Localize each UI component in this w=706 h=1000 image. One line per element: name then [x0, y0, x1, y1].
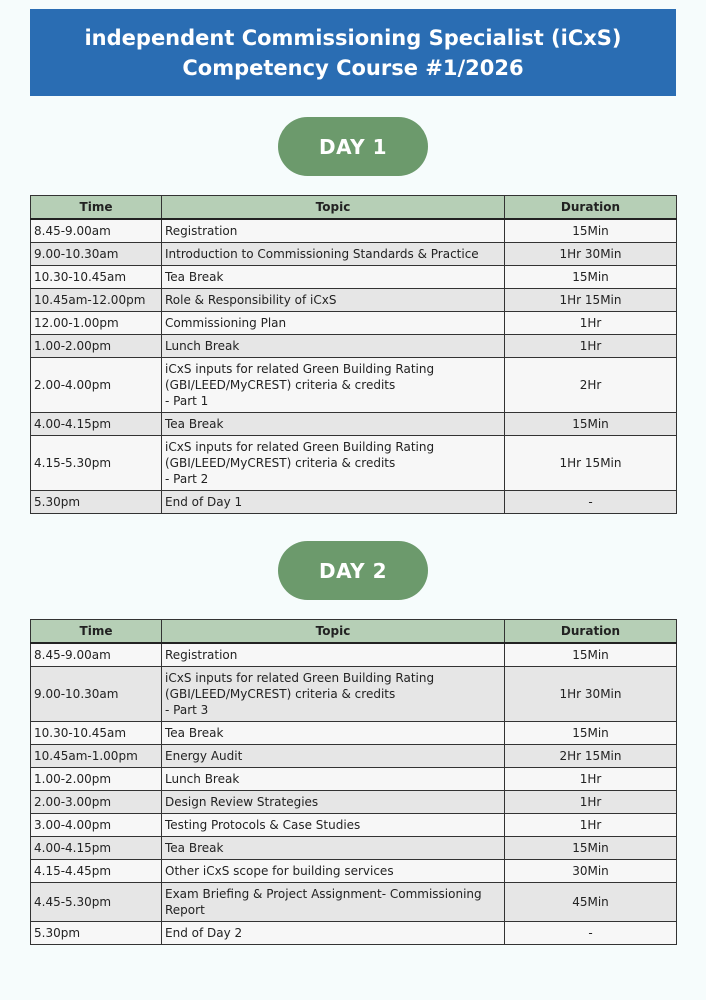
- topic-line: Registration: [165, 648, 238, 662]
- topic-line: Commissioning Plan: [165, 316, 287, 330]
- course-title-banner: [30, 9, 676, 96]
- topic-cell: [162, 643, 505, 667]
- topic-cell: [162, 219, 505, 243]
- day2-rows: [31, 643, 677, 945]
- duration-cell: 15Min: [505, 266, 677, 289]
- time-cell: 5.30pm: [31, 491, 162, 514]
- course-title-line1: independent Commissioning Specialist (iCxS): [84, 25, 622, 50]
- topic-line: (GBI/LEED/MyCREST) criteria & credits: [165, 687, 396, 701]
- topic-line: Design Review Strategies: [165, 795, 319, 809]
- time-cell: 2.00-4.00pm: [31, 358, 162, 413]
- topic-line: End of Day 2: [165, 926, 243, 940]
- duration-cell: -: [505, 491, 677, 514]
- topic-line: - Part 2: [165, 472, 209, 486]
- table-row: [31, 768, 677, 791]
- duration-cell: 15Min: [505, 722, 677, 745]
- table-row: [31, 722, 677, 745]
- topic-line: Other iCxS scope for building services: [165, 864, 394, 878]
- duration-cell: 1Hr 30Min: [505, 243, 677, 266]
- day2-label: DAY 2: [278, 541, 428, 600]
- duration-column-header: Duration: [505, 620, 677, 644]
- duration-cell: 1Hr 15Min: [505, 289, 677, 312]
- duration-cell: 1Hr: [505, 312, 677, 335]
- table-header-row: [31, 196, 677, 220]
- table-row: [31, 312, 677, 335]
- day2-schedule-table: [30, 619, 677, 945]
- table-row: [31, 837, 677, 860]
- topic-cell: [162, 837, 505, 860]
- topic-line: Lunch Break: [165, 772, 240, 786]
- topic-line: Tea Break: [165, 726, 224, 740]
- table-row: [31, 436, 677, 491]
- topic-cell: [162, 491, 505, 514]
- topic-line: (GBI/LEED/MyCREST) criteria & credits: [165, 456, 396, 470]
- table-row: [31, 243, 677, 266]
- time-cell: 10.30-10.45am: [31, 266, 162, 289]
- duration-cell: 30Min: [505, 860, 677, 883]
- table-row: [31, 791, 677, 814]
- topic-cell: [162, 667, 505, 722]
- topic-line: Tea Break: [165, 841, 224, 855]
- table-row: [31, 667, 677, 722]
- time-cell: 10.45am-1.00pm: [31, 745, 162, 768]
- topic-line: - Part 3: [165, 703, 209, 717]
- table-row: [31, 335, 677, 358]
- day1-rows: [31, 219, 677, 514]
- topic-line: Tea Break: [165, 270, 224, 284]
- topic-line: Lunch Break: [165, 339, 240, 353]
- topic-cell: [162, 335, 505, 358]
- time-cell: 8.45-9.00am: [31, 219, 162, 243]
- time-cell: 9.00-10.30am: [31, 243, 162, 266]
- time-cell: 10.30-10.45am: [31, 722, 162, 745]
- topic-cell: [162, 266, 505, 289]
- topic-line: Introduction to Commissioning Standards & Practice: [165, 247, 479, 261]
- table-row: [31, 413, 677, 436]
- time-cell: 2.00-3.00pm: [31, 791, 162, 814]
- topic-line: Report: [165, 903, 205, 917]
- time-cell: 8.45-9.00am: [31, 643, 162, 667]
- topic-line: (GBI/LEED/MyCREST) criteria & credits: [165, 378, 396, 392]
- table-row: [31, 289, 677, 312]
- duration-cell: 1Hr: [505, 791, 677, 814]
- time-cell: 4.00-4.15pm: [31, 837, 162, 860]
- topic-cell: [162, 312, 505, 335]
- day1-label: DAY 1: [278, 117, 428, 176]
- table-row: [31, 491, 677, 514]
- topic-cell: [162, 722, 505, 745]
- time-cell: 4.00-4.15pm: [31, 413, 162, 436]
- duration-cell: 2Hr 15Min: [505, 745, 677, 768]
- topic-cell: [162, 358, 505, 413]
- topic-line: iCxS inputs for related Green Building Rating: [165, 362, 435, 376]
- topic-line: Registration: [165, 224, 238, 238]
- topic-cell: [162, 922, 505, 945]
- duration-cell: 1Hr 30Min: [505, 667, 677, 722]
- duration-cell: 1Hr: [505, 335, 677, 358]
- time-cell: 4.15-4.45pm: [31, 860, 162, 883]
- duration-cell: 15Min: [505, 219, 677, 243]
- day1-schedule-table: [30, 195, 677, 514]
- table-row: [31, 883, 677, 922]
- time-cell: 9.00-10.30am: [31, 667, 162, 722]
- topic-line: - Part 1: [165, 394, 209, 408]
- topic-cell: [162, 745, 505, 768]
- time-cell: 1.00-2.00pm: [31, 768, 162, 791]
- time-cell: 4.15-5.30pm: [31, 436, 162, 491]
- table-row: [31, 219, 677, 243]
- topic-cell: [162, 791, 505, 814]
- topic-line: Tea Break: [165, 417, 224, 431]
- table-row: [31, 266, 677, 289]
- table-row: [31, 814, 677, 837]
- table-row: [31, 922, 677, 945]
- time-column-header: Time: [31, 620, 162, 644]
- topic-line: Role & Responsibility of iCxS: [165, 293, 337, 307]
- topic-cell: [162, 814, 505, 837]
- topic-line: iCxS inputs for related Green Building Rating: [165, 671, 435, 685]
- table-row: [31, 643, 677, 667]
- time-cell: 10.45am-12.00pm: [31, 289, 162, 312]
- topic-cell: [162, 436, 505, 491]
- time-cell: 5.30pm: [31, 922, 162, 945]
- topic-line: iCxS inputs for related Green Building Rating: [165, 440, 435, 454]
- time-cell: 1.00-2.00pm: [31, 335, 162, 358]
- topic-cell: [162, 883, 505, 922]
- topic-line: End of Day 1: [165, 495, 243, 509]
- topic-cell: [162, 243, 505, 266]
- topic-cell: [162, 768, 505, 791]
- table-row: [31, 745, 677, 768]
- duration-cell: 45Min: [505, 883, 677, 922]
- topic-cell: [162, 289, 505, 312]
- topic-line: Exam Briefing & Project Assignment- Commissioning: [165, 887, 482, 901]
- duration-cell: 15Min: [505, 413, 677, 436]
- duration-cell: 15Min: [505, 643, 677, 667]
- time-cell: 4.45-5.30pm: [31, 883, 162, 922]
- course-title-line2: Competency Course #1/2026: [182, 55, 524, 80]
- table-row: [31, 358, 677, 413]
- duration-cell: 1Hr: [505, 768, 677, 791]
- topic-cell: [162, 860, 505, 883]
- topic-line: Energy Audit: [165, 749, 243, 763]
- table-row: [31, 860, 677, 883]
- topic-line: Testing Protocols & Case Studies: [165, 818, 361, 832]
- table-header-row: [31, 620, 677, 644]
- topic-cell: [162, 413, 505, 436]
- topic-column-header: Topic: [162, 196, 505, 220]
- duration-cell: 1Hr 15Min: [505, 436, 677, 491]
- duration-cell: 2Hr: [505, 358, 677, 413]
- duration-column-header: Duration: [505, 196, 677, 220]
- duration-cell: 15Min: [505, 837, 677, 860]
- time-cell: 12.00-1.00pm: [31, 312, 162, 335]
- time-cell: 3.00-4.00pm: [31, 814, 162, 837]
- time-column-header: Time: [31, 196, 162, 220]
- topic-column-header: Topic: [162, 620, 505, 644]
- duration-cell: 1Hr: [505, 814, 677, 837]
- duration-cell: -: [505, 922, 677, 945]
